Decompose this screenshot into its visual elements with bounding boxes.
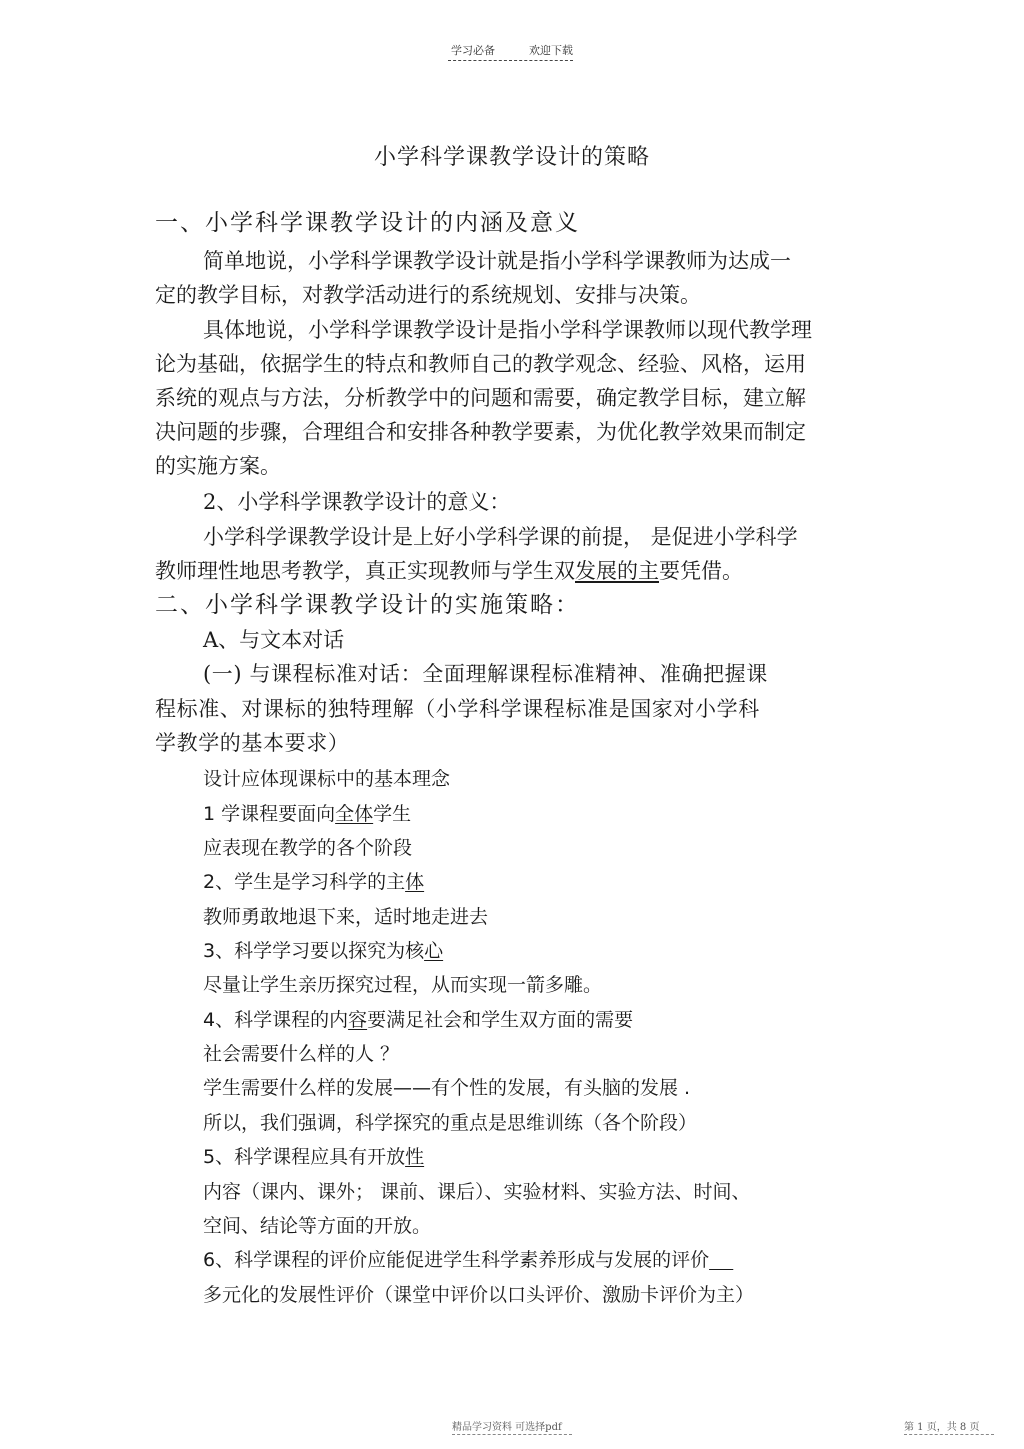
text-run: 4、科学课程的内: [203, 1009, 349, 1031]
underlined-text: 发展的主: [575, 559, 659, 583]
underlined-text: 全体: [335, 803, 374, 825]
list-line: [203, 1247, 733, 1273]
paragraph-line: 具体地说，小学科学课教学设计是指小学科学课教师以现代教学理: [203, 318, 812, 342]
list-line: [203, 1144, 424, 1170]
underlined-text: 性: [405, 1146, 425, 1168]
text-run: 教师理性地思考教学，真正实现教师与学生双: [155, 559, 575, 583]
paragraph-line: 简单地说，小学科学课教学设计就是指小学科学课教师为达成一: [203, 249, 791, 273]
list-line: 学生需要什么样的发展——有个性的发展，有头脑的发展 .: [203, 1077, 691, 1099]
paragraph-line: [155, 558, 743, 584]
list-line: 所以，我们强调，科学探究的重点是思维训练（各个阶段）: [203, 1112, 698, 1134]
list-line: 设计应体现课标中的基本理念: [203, 768, 451, 790]
header-right-text: 欢迎下载: [529, 44, 573, 57]
text-run: 要凭借。: [659, 559, 743, 583]
subheading-meaning: 2、小学科学课教学设计的意义：: [203, 490, 511, 514]
footer-right-rule: [904, 1434, 994, 1435]
document-title: 小学科学课教学设计的策略: [373, 145, 650, 170]
section-heading-2: 二、小学科学课教学设计的实施策略：: [155, 592, 580, 618]
header-dashed-rule: [448, 60, 573, 61]
list-line: [203, 869, 424, 895]
paragraph-line: (一) 与课程标准对话：全面理解课程标准精神、准确把握课: [203, 662, 768, 686]
list-line: [203, 1007, 633, 1033]
footer-left-text: 精品学习资料 可选择pdf: [452, 1422, 562, 1433]
paragraph-line: 学教学的基本要求）: [155, 731, 350, 755]
subheading-text-dialogue: A、与文本对话: [203, 628, 345, 652]
page-header: [0, 42, 1024, 58]
section-heading-1: 一、小学科学课教学设计的内涵及意义: [155, 210, 580, 236]
text-run: 5、科学课程应具有开放: [203, 1146, 406, 1168]
blank-underline: [709, 1249, 733, 1271]
underlined-text: 体: [405, 871, 425, 893]
text-run: 2、学生是学习科学的主: [203, 871, 406, 893]
paragraph-line: 决问题的步骤，合理组合和安排各种教学要素，为优化教学效果而制定: [155, 420, 806, 444]
header-left-text: 学习必备: [451, 44, 495, 57]
underlined-text: 心: [424, 940, 444, 962]
list-line: 应表现在教学的各个阶段: [203, 837, 413, 859]
list-line: 空间、结论等方面的开放。: [203, 1215, 432, 1237]
text-run: 要满足社会和学生双方面的需要: [367, 1009, 634, 1031]
text-run: 学生: [373, 803, 412, 825]
footer-left-rule: [452, 1434, 572, 1435]
text-run: 1 学课程要面向: [203, 803, 336, 825]
paragraph-line: 论为基础，依据学生的特点和教师自己的教学观念、经验、风格，运用: [155, 352, 806, 376]
paragraph-line: 程标准、对课标的独特理解（小学科学课程标准是国家对小学科: [155, 697, 760, 721]
list-line: [203, 801, 411, 827]
list-line: 尽量让学生亲历探究过程，从而实现一箭多雕。: [203, 974, 603, 996]
list-line: 多元化的发展性评价（课堂中评价以口头评价、激励卡评价为主）: [203, 1284, 755, 1306]
footer-page-number: 第 1 页，共 8 页: [904, 1422, 980, 1433]
list-line: 内容（课内、课外； 课前、课后）、实验材料、实验方法、时间、: [203, 1181, 751, 1203]
paragraph-line: 的实施方案。: [155, 454, 281, 478]
paragraph-line: 定的教学目标，对教学活动进行的系统规划、安排与决策。: [155, 283, 701, 307]
underlined-text: 容: [348, 1009, 368, 1031]
list-line: 社会需要什么样的人 ？: [203, 1043, 400, 1065]
text-run: 6、科学课程的评价应能促进学生科学素养形成与发展的评价: [203, 1249, 710, 1271]
paragraph-line: 小学科学课教学设计是上好小学科学课的前提， 是促进小学科学: [203, 525, 798, 549]
paragraph-line: 系统的观点与方法，分析教学中的问题和需要，确定教学目标，建立解: [155, 386, 806, 410]
list-line: [203, 938, 443, 964]
text-run: 3、科学学习要以探究为核: [203, 940, 425, 962]
list-line: 教师勇敢地退下来，适时地走进去: [203, 906, 489, 928]
